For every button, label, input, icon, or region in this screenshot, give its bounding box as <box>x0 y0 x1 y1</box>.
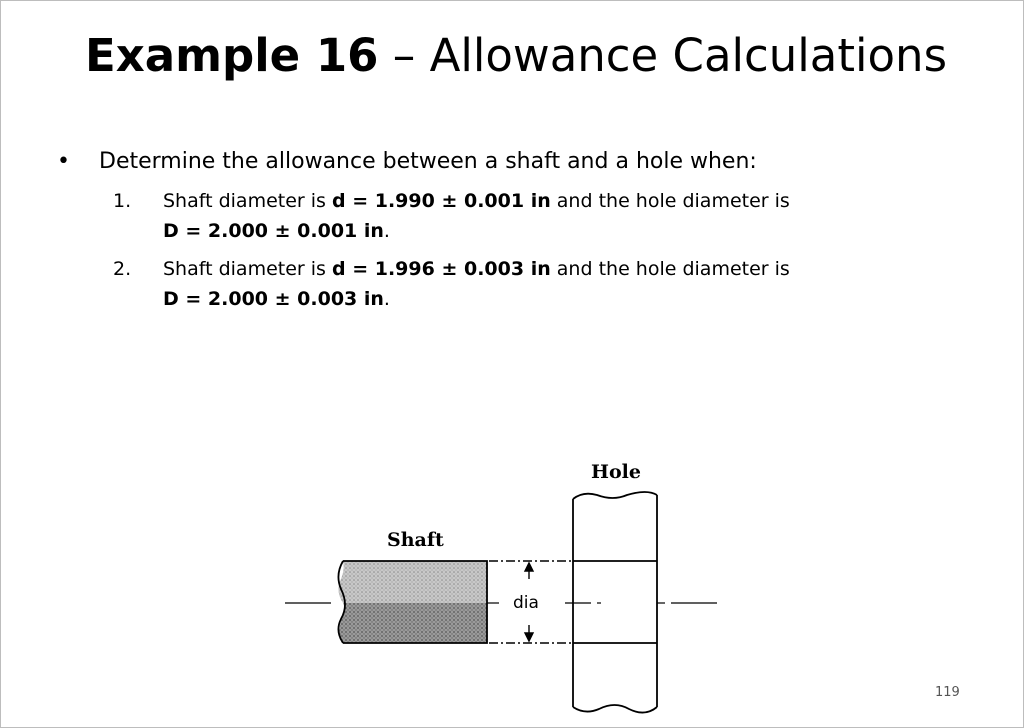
shaft-diameter-value: d = 1.996 ± 0.003 in <box>331 258 551 280</box>
bullet-icon: • <box>57 149 70 174</box>
hole-shape <box>573 492 657 713</box>
shaft-shape <box>338 561 487 643</box>
shaft-hole-diagram <box>281 451 721 721</box>
title-rest: – Allowance Calculations <box>378 29 948 82</box>
diagram-svg <box>281 451 721 721</box>
item-text: and the hole diameter is <box>550 190 790 212</box>
item-text: . <box>383 288 390 310</box>
shaft-label: Shaft <box>387 529 444 551</box>
slide-title <box>85 25 947 87</box>
item-number: 1. <box>113 190 132 212</box>
item-text: Shaft diameter is <box>163 258 332 280</box>
item-body <box>163 254 863 314</box>
hole-diameter-value: D = 2.000 ± 0.001 in <box>163 220 384 242</box>
item-body <box>163 186 863 246</box>
hole-diameter-value: D = 2.000 ± 0.003 in <box>163 288 384 310</box>
page-number: 119 <box>935 685 960 700</box>
title-bold: Example 16 <box>85 29 379 82</box>
shaft-diameter-value: d = 1.990 ± 0.001 in <box>331 190 551 212</box>
dia-label: dia <box>513 593 539 613</box>
item-text: . <box>383 220 390 242</box>
hole-label: Hole <box>591 461 641 483</box>
item-text: and the hole diameter is <box>550 258 790 280</box>
item-text: Shaft diameter is <box>163 190 332 212</box>
item-number: 2. <box>113 258 132 280</box>
bullet-text: Determine the allowance between a shaft and a hole when: <box>99 149 757 174</box>
